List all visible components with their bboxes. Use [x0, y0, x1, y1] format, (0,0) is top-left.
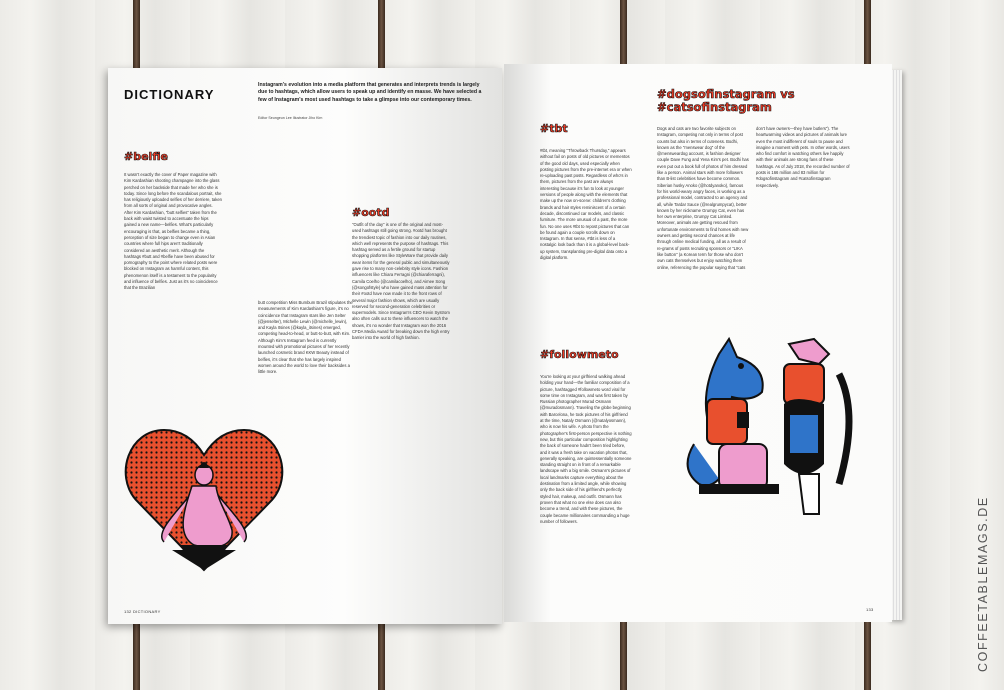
page-folio-right: 133 [866, 607, 874, 612]
hashtag-heading-followmeto: #followmeto [540, 348, 619, 361]
belfie-body-continued: butt competition Miss Bumbum Brazil stipulates the measurements of Kim Kardashian's figure, it's no coincidence that Instagram stars like Jen Selter (@jenselter), Michelle Lewin (@michelle_lewin), and Kayla Itsines (@kayla_itsines) emerged, competing head-to-head, or butt-to-butt, with Kim. Although Kim's Instagram feed is currently mounted with promotional pictures of her recently launched cosmetic brand KKW Beauty instead of belfies, it's clear that she has largely inspired women around the world to love their backsides a little more. [258, 300, 353, 375]
hashtag-heading-dogs-vs-cats: #dogsofinstagram vs #catsofinstagram [657, 87, 795, 114]
dog-and-cat-illustration [679, 334, 869, 554]
page-folio-left: 132 DICTIONARY [124, 609, 161, 614]
hashtag-heading-ootd: #ootd [352, 206, 390, 219]
page-title: DICTIONARY [124, 87, 215, 102]
left-page [108, 68, 502, 624]
tbt-body: #tbt, meaning "Throwback Thursday," appears without fail on posts of old pictures or mementos of the good old days, used especially when posting pictures from the pre-internet era or when re-uploading past posts. Regardless of who's in them, pictures from the past are always interesting because it's fun to look at younger versions of people along with the elements that make up the now on-scene: children's clothing brands and hair styles reminiscent of a certain decade, discontinued car models, and classic furniture. The more unusual of a past, the more fun. No one uses #tbt to repost pictures that can be found again a couple scrolls down on Instagram. In that sense, #tbt is less of a nostalgic look back than it is a global-level back-up system, transplanting pre-digital data onto a digital platform. [540, 148, 632, 261]
credit-line: Editor Seungeun Lee Illustrator Jiho Kim [258, 116, 323, 120]
dogs-cats-body-continued: don't have owners—they have butlers"). The heartwarming videos and pictures of animals lure even the most indifferent of souls to pause and imagine a moment with pets. In other words, users who find comfort in watching others live happily with their animals are strong fans of these hashtags. As of July 2018, the recorded number of posts is 166 million and 83 million for #dogsofinstagram and #catsofinstagram respectively. [756, 126, 850, 188]
ootd-body: "Outfit of the day" is one of the original and most-used hashtags still going strong. #ootd has brought the trendiest topic of fashion into our daily routines, which well represents the purpose of hashtags. This hashtag served as a fertile ground for startup shopping platforms like StyleWare that provide daily wear items for the general public and simultaneously gave rise to many non-celebrity style icons. Fashion influencers like Chiara Ferragni (@chiaraferragni), Camila Coelho (@camilacoelho), and Aimee Song (@songofstyle) who have gained mass attention for their #ootd have now made it to the front rows of several major fashion shows, which are usually reserved for second-generation celebrities or supermodels. Since Instagram's CEO Kevin Systrom also often calls out to these influencers to watch the shows, it's no wonder that Instagram won the 2016 CFDA Media Award for breaking down the high entry barrier into the world of high fashion. [352, 222, 450, 341]
intro-text: Instagram's evolution into a media platform that generates and interprets trends is largely due to hashtags, which allow users to speak up and identify en masse. We have selected a few of Instagram's most used hashtags to take a glimpse into our contemporary times. [258, 82, 482, 103]
followmeto-body: You're looking at your girlfriend walking ahead holding your hand—the familiar composition of a picture, hashtagged #followmeto word viral for some time on Instagram, and was first taken by Russian photographer Murad Osmann (@muradosmann). Traveling the globe beginning with Barcelona, he took pictures of his girlfriend at the time, Nataly Osmann (@natalyosmann), who is now his wife. A photo from the photographer's first-person perspective is nothing new, but this particular composition highlighting the back of someone hadn't been tried before, and it was a fresh take on vacation photos that, generally speaking, are quintessentially someone standing straight on in front of a remarkable landscape with a big smile. Osmann's pictures of local landmarks capture everything about the destination from a limited angle, while showing only the back side of his girlfriend's perfectly styled hair, makeup, and outfit. Osmann has proven that what no one else does can also become a trend, and with these pictures, the couple became millionaires commanding a huge number of followers. [540, 374, 632, 524]
hashtag-heading-tbt: #tbt [540, 122, 568, 135]
heart-illustration [124, 420, 284, 576]
hashtag-heading-belfie: #belfie [124, 150, 168, 163]
dogs-cats-body: Dogs and cats are two favorite subjects on Instagram, competing not only in terms of post counts but also in terms of cuteness. Bodhi, known as the "menswear dog" of the @mensweardog account, is fashion designer couple Dave Fung and Yena Kim's pet. Bodhi has even put out a book full of photos of him dressed like a person. Animal stars with more followers than B-list celebrities have become common. Siberian husky Anoko (@hotdyanoko), famous for his world-weary angry faces, is working as a professional model, contracted to an agency and all, while Tardar Sauce (@realgrumpycat), better known by her nickname Grumpy Cat, even has her own enterprise, Grumpy Cat Limited. Moreover, animals are getting rescued from unfortunate environments to find homes with new owners and getting second chances at life through online medical funding, all as a result of re-grams of posts recruiting sponsors or "LIKA like button" (a Korean term for those who don't own cats themselves but enjoy watching them online, referencing the popular saying that "cats [657, 126, 749, 270]
belfie-body: It wasn't exactly the cover of Paper magazine with Kim Kardashian shooting champagne into the glass perched on her backside that made her who she is today. Since long before the scandalous portrait, she has religiously uploaded selfies of her derriere, taken from all sorts of original and provocative angles. After Kim Kardashian, "butt selfies" taken from the back with waist twisted to accentuate the hips gained a new name—belfies. What's particularly encouraging is that, as belfies became a thing, perception of size began to change even in Asian countries where full hips aren't traditionally considered an aesthetic merit. Although the hashtags #butt and #belfie have been abused for pornography to the point where related posts were blocked on Instagram as harmful content, this phenomenon itself is a testament to the popularity and influence of belfies. Just as it's no coincidence that the Brazilian [124, 172, 222, 291]
right-page [504, 64, 892, 622]
watermark: COFFEETABLEMAGS.DE [976, 496, 990, 672]
